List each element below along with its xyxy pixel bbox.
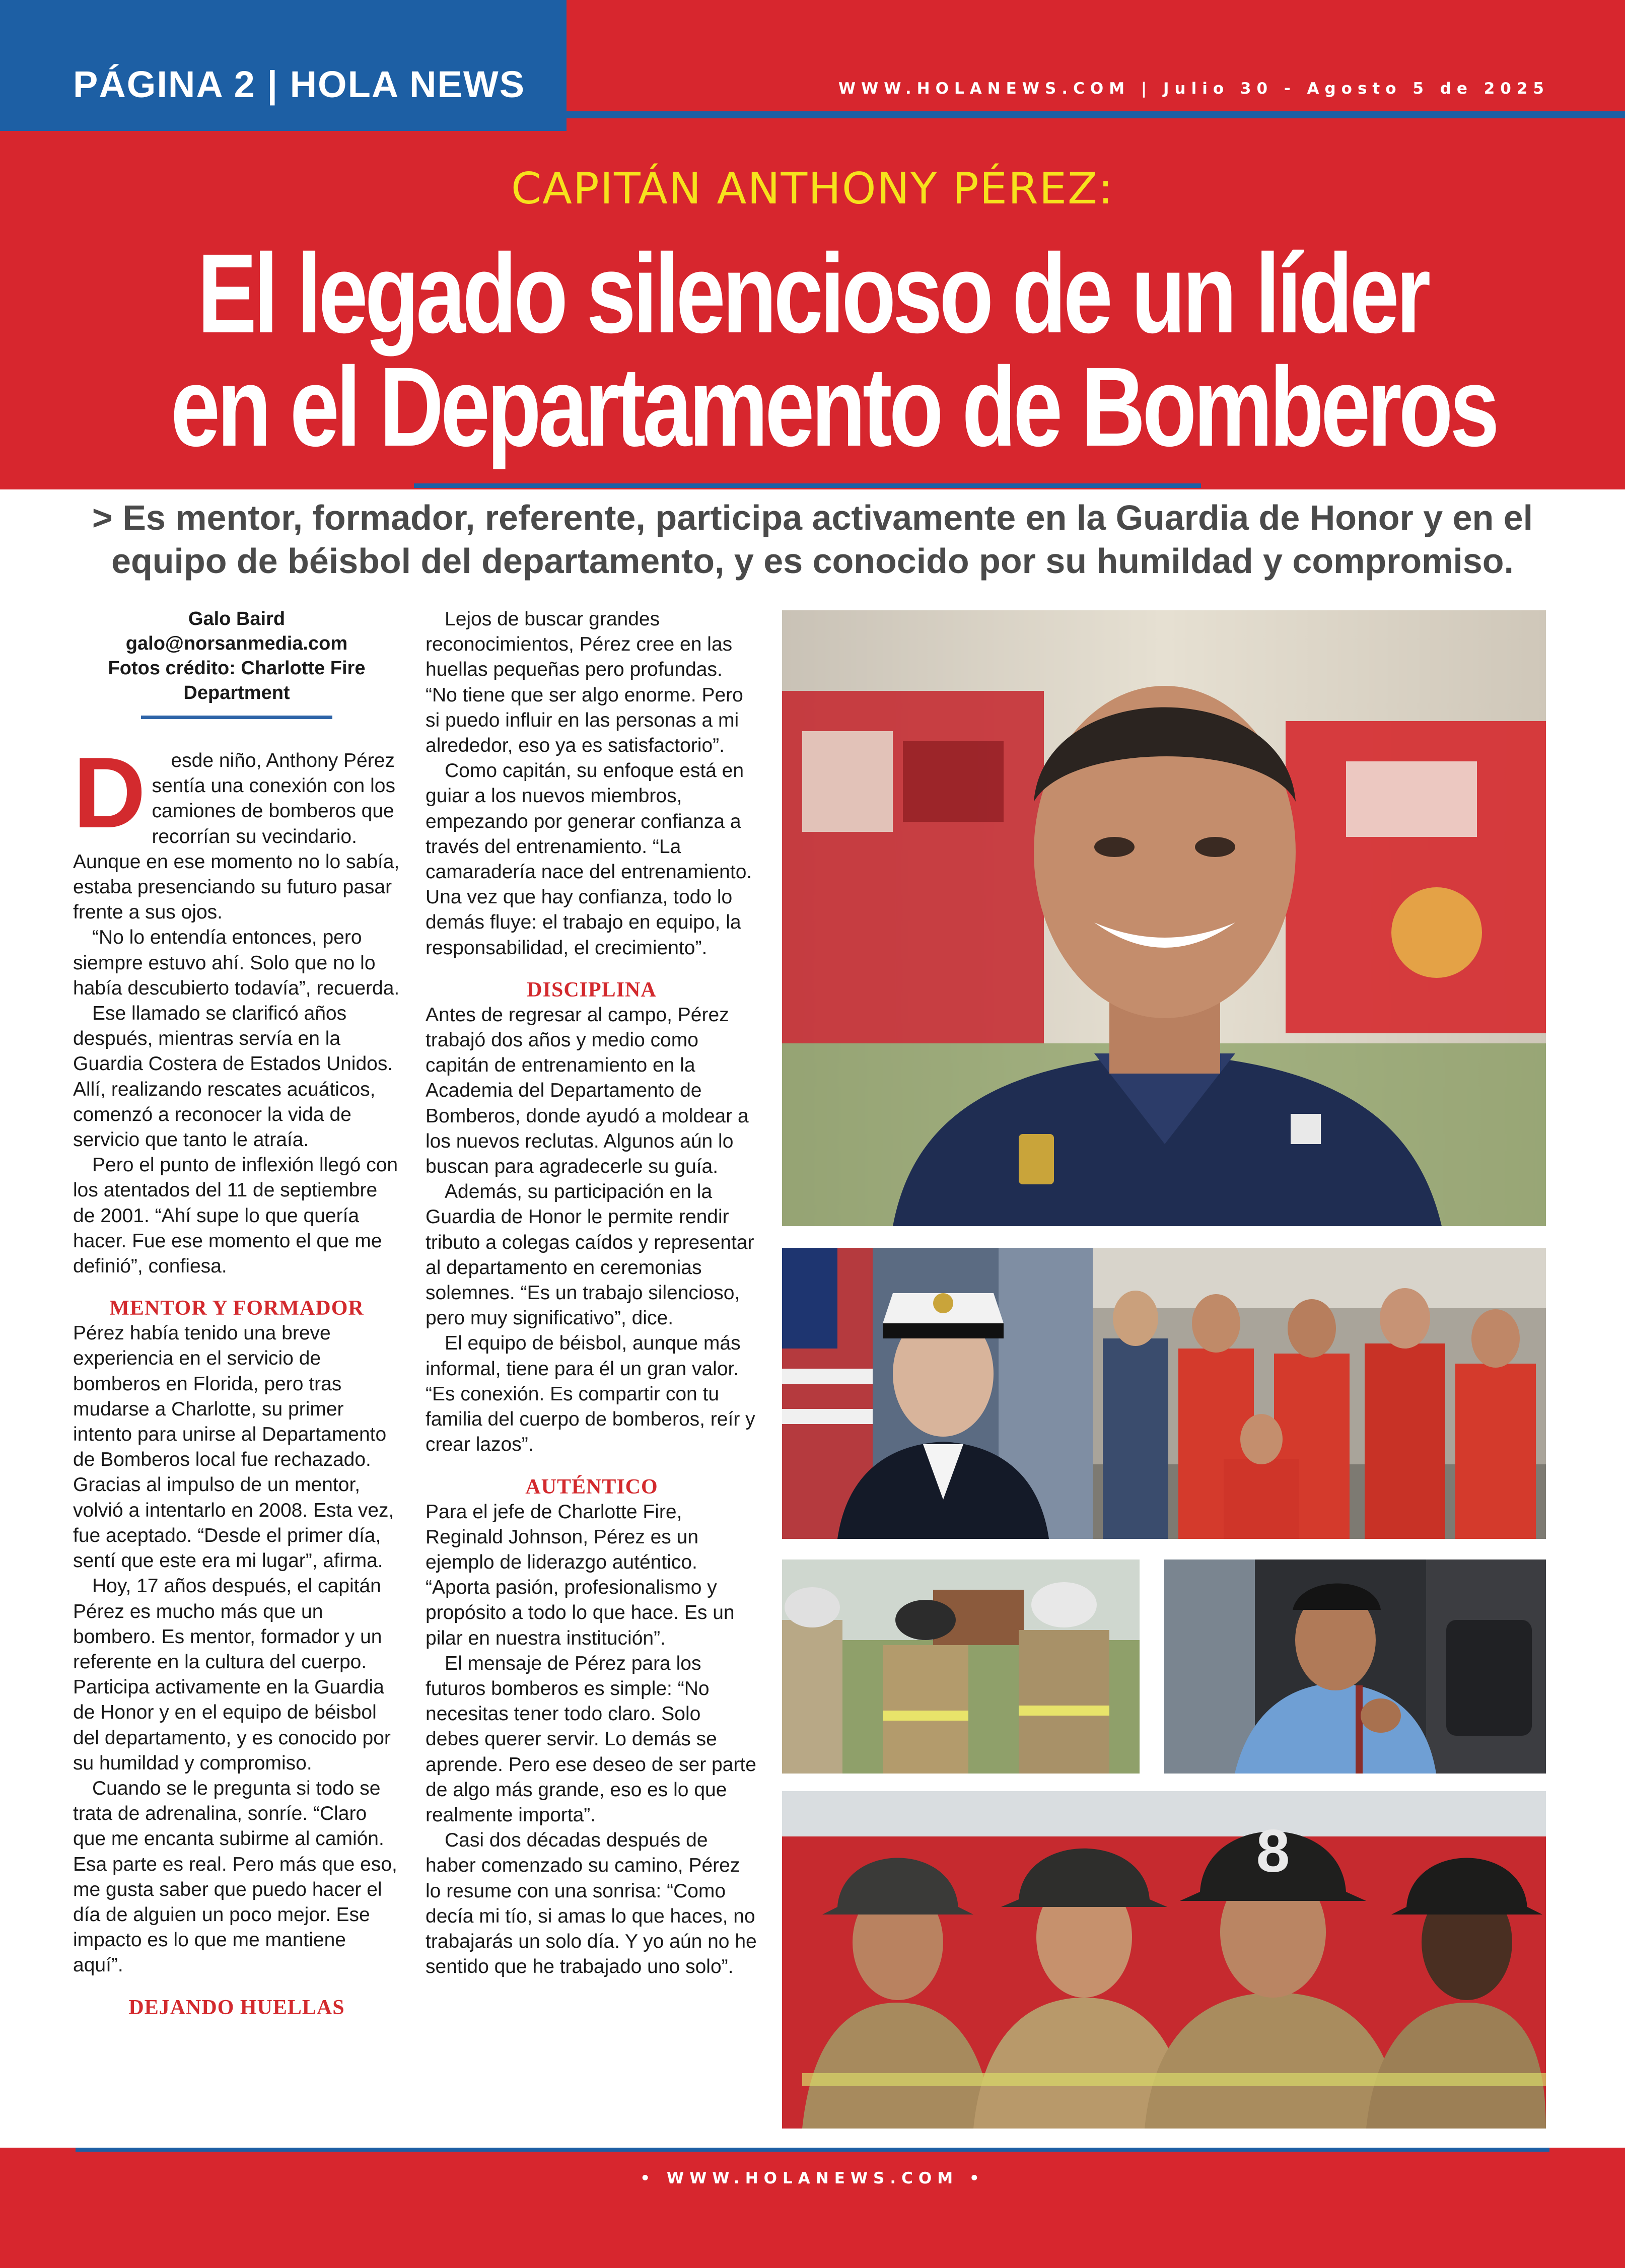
- subhead-autentico: AUTÉNTICO: [525, 1475, 658, 1499]
- byline-email: galo@norsanmedia.com: [125, 633, 348, 654]
- footer-bar: [0, 2148, 1625, 2268]
- footer-rule: [76, 2148, 1549, 2152]
- article-paragraph: Antes de regresar al campo, Pérez trabajó dos años y medio como capitán de entrenamiento en la Academia del Departamento de Bomberos, donde ayudó a moldear a los nuevos reclutas. Algunos aún lo buscan para agradecerle su guía.: [426, 1004, 749, 1178]
- headline-kicker: CAPITÁN ANTHONY PÉREZ:: [511, 164, 1114, 214]
- paragraph-text: esde niño, Anthony Pérez sentía una conexión con los camiones de bomberos que recorrían su vecindario. Aunque en ese momento no lo sabía, estaba presenciando su futuro pasar frente a sus ojos.: [73, 750, 400, 924]
- article-paragraph: “No lo entendía entonces, pero siempre estuvo ahí. Solo que no lo había descubierto todavía”, recuerda.: [73, 927, 400, 999]
- footer-site-url: • WWW.HOLANEWS.COM •: [640, 2169, 985, 2187]
- article-paragraph: Pero el punto de inflexión llegó con los atentados del 11 de septiembre de 2001. “Ahí supe lo que quería hacer. Fue ese momento el que me definió”, confiesa.: [73, 1154, 398, 1278]
- deck: > Es mentor, formador, referente, participa activamente en la Guardia de Honor y en el equipo de béisbol del departamento, y es conocido por su humildad y compromiso.: [92, 498, 1533, 581]
- dropcap: D: [73, 737, 146, 849]
- article-paragraph: Hoy, 17 años después, el capitán Pérez es mucho más que un bombero. Es mentor, formador y un referente en la cultura del cuerpo. Participa activamente en la Guardia de Honor y en el equipo de béisbol del departamento, y es conocido por su humildad y compromiso.: [73, 1575, 391, 1774]
- subhead-huellas: DEJANDO HUELLAS: [128, 1996, 345, 2019]
- article-paragraph: Casi dos décadas después de haber comenzado su camino, Pérez lo resume con una sonrisa: “Como decía mi tío, si amas lo que haces, no trabajarás un solo día. Y yo aún no he sentido que he trabajado uno solo”.: [426, 1829, 757, 1978]
- article-paragraph: Como capitán, su enfoque está en guiar a los nuevos miembros, empezando por generar confianza a través del entrenamiento. “La camaradería nace del entrenamiento. Una vez que hay confianza, todo lo demás fluye: el trabajo en equipo, la responsabilidad, el crecimiento”.: [426, 760, 752, 959]
- photo-crew-helmets: [782, 1791, 1546, 2129]
- helmet-number: 8: [1256, 1817, 1290, 1885]
- article-paragraph: [73, 737, 400, 925]
- subhead-mentor: MENTOR Y FORMADOR: [109, 1297, 364, 1320]
- headline-line-2: en el Departamento de Bomberos: [170, 344, 1497, 470]
- article-column-1: [73, 607, 400, 2020]
- article-paragraph: Pérez había tenido una breve experiencia en el servicio de bomberos en Florida, pero tras mudarse a Charlotte, su primer intento para unirse al Departamento de Bomberos local fue rechazado. Gracias al impulso de un mentor, volvió a intentarlo en 2008. Esta vez, fue aceptado. “Desde el primer día, sentí que este era mi lugar”, afirma.: [73, 1322, 394, 1572]
- article-paragraph: Para el jefe de Charlotte Fire, Reginald Johnson, Pérez es un ejemplo de liderazgo auténtico. “Aporta pasión, profesionalismo y propósito a todo lo que hace. Es un pilar en nuestra institución”.: [426, 1501, 735, 1649]
- site-date-line: WWW.HOLANEWS.COM | Julio 30 - Agosto 5 de 2025: [838, 80, 1549, 98]
- article-paragraph: El equipo de béisbol, aunque más informal, tiene para él un gran valor. “Es conexión. Es compartir con tu familia del cuerpo de bomberos, reír y crear lazos”.: [426, 1332, 755, 1456]
- top-bar-rule: [567, 111, 1625, 118]
- headline-rule: [414, 483, 1201, 488]
- photo-captain-portrait: [782, 610, 1546, 1226]
- photo-honor-guard: [782, 1248, 1093, 1539]
- byline: [73, 607, 400, 705]
- article-paragraph: Lejos de buscar grandes reconocimientos, Pérez cree en las huellas pequeñas pero profundas. “No tiene que ser algo enorme. Pero si puedo influir en las personas a mi alrededor, eso ya es satisfactorio”.: [426, 608, 743, 757]
- article-paragraph: El mensaje de Pérez para los futuros bomberos es simple: “No necesitas tener todo claro. Solo debes querer servir. Lo demás se aprende. Pero ese deseo de ser parte de algo más grande, eso es lo que realmente importa”.: [426, 1652, 756, 1826]
- article-paragraph: Cuando se le pregunta si todo se trata de adrenalina, sonríe. “Claro que me encanta subirme al camión. Esa parte es real. Pero más que eso, me gusta saber que puedo hacer el día de alguien un poco mejor. Ese impacto es lo que me mantiene aquí”.: [73, 1777, 397, 1976]
- article-column-2: [426, 607, 758, 1979]
- byline-rule: [141, 716, 332, 719]
- subhead-disciplina: DISCIPLINA: [527, 978, 657, 1002]
- photo-captain-in-truck: [1164, 1560, 1546, 1774]
- headline-line-1: El legado silencioso de un líder: [197, 231, 1428, 357]
- byline-credit: Fotos crédito: Charlotte Fire Department: [108, 658, 366, 703]
- article-paragraph: Ese llamado se clarificó años después, mientras servía en la Guardia Costera de Estados Unidos. Allí, realizando rescates acuáticos, comenzó a reconocer la vida de servicio que tanto le atraía.: [73, 1003, 393, 1151]
- photo-three-firefighters: [782, 1560, 1140, 1774]
- photo-coast-guard-group: [1093, 1248, 1546, 1539]
- byline-author: Galo Baird: [188, 608, 286, 629]
- article-paragraph: Además, su participación en la Guardia de Honor le permite rendir tributo a colegas caídos y representar al departamento en ceremonias solemnes. “Es un trabajo silencioso, pero muy significativo”, dice.: [426, 1181, 754, 1329]
- page-label: PÁGINA 2 | HOLA NEWS: [73, 63, 526, 105]
